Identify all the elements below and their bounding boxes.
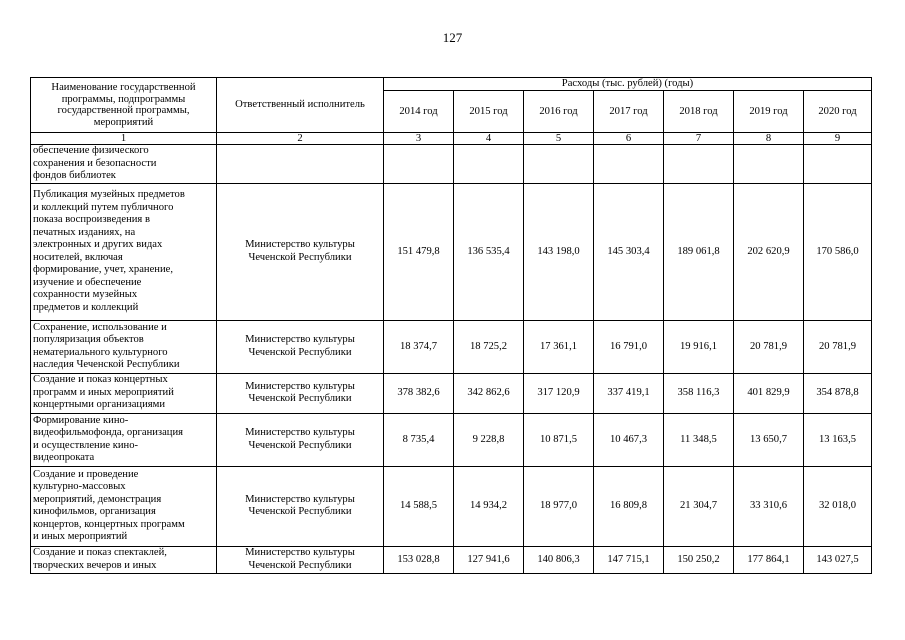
expense-value: 20 781,9: [804, 320, 872, 373]
responsible-executor: Министерство культуры Чеченской Республики: [217, 546, 384, 573]
table-row: [31, 466, 872, 546]
header-expenses: Расходы (тыс. рублей) (годы): [384, 78, 872, 91]
expense-value: 337 419,1: [594, 373, 664, 413]
column-number: 7: [664, 133, 734, 145]
expense-value: 378 382,6: [384, 373, 454, 413]
expense-value: 401 829,9: [734, 373, 804, 413]
activity-name: Создание и показ концертных программ и иных мероприятий концертными организациями: [31, 373, 217, 413]
expense-value: 10 467,3: [594, 413, 664, 466]
expense-value: 18 374,7: [384, 320, 454, 373]
header-year: 2020 год: [804, 91, 872, 133]
header-year: 2015 год: [454, 91, 524, 133]
responsible-executor: Министерство культуры Чеченской Республики: [217, 183, 384, 320]
expense-value: 19 916,1: [664, 320, 734, 373]
expense-value: [594, 145, 664, 184]
table-row: [31, 373, 872, 413]
expense-value: 354 878,8: [804, 373, 872, 413]
column-number: 3: [384, 133, 454, 145]
column-number-row: [31, 133, 872, 145]
expense-value: 150 250,2: [664, 546, 734, 573]
expense-value: 127 941,6: [454, 546, 524, 573]
expense-value: 140 806,3: [524, 546, 594, 573]
expense-value: 317 120,9: [524, 373, 594, 413]
expense-value: 136 535,4: [454, 183, 524, 320]
expense-value: 147 715,1: [594, 546, 664, 573]
expense-value: 33 310,6: [734, 466, 804, 546]
expense-value: [384, 145, 454, 184]
table-row: [31, 145, 872, 184]
header-year: 2014 год: [384, 91, 454, 133]
header-year: 2019 год: [734, 91, 804, 133]
column-number: 9: [804, 133, 872, 145]
expense-value: 16 791,0: [594, 320, 664, 373]
header-year: 2017 год: [594, 91, 664, 133]
expense-value: 10 871,5: [524, 413, 594, 466]
expense-value: 13 163,5: [804, 413, 872, 466]
expense-value: 16 809,8: [594, 466, 664, 546]
expense-value: 20 781,9: [734, 320, 804, 373]
activity-name: Формирование кино- видеофильмофонда, организация и осуществление кино- видеопроката: [31, 413, 217, 466]
expense-value: 143 027,5: [804, 546, 872, 573]
header-year: 2016 год: [524, 91, 594, 133]
expense-value: 8 735,4: [384, 413, 454, 466]
column-number: 5: [524, 133, 594, 145]
header-name-column: Наименование государственной программы, подпрограммы государственной программы, мероприятий: [31, 78, 217, 133]
budget-table: [30, 77, 872, 574]
activity-name: Публикация музейных предметов и коллекций путем публичного показа воспроизведения в печатных изданиях, на электронных и других видах носителей, включая формирование, учет, хранение, изучение и обеспечение сохранности музейных предметов и коллекций: [31, 183, 217, 320]
table-row: [31, 413, 872, 466]
expense-value: 170 586,0: [804, 183, 872, 320]
expense-value: 17 361,1: [524, 320, 594, 373]
table-row: [31, 320, 872, 373]
expense-value: 189 061,8: [664, 183, 734, 320]
column-number: 4: [454, 133, 524, 145]
expense-value: 358 116,3: [664, 373, 734, 413]
expense-value: 13 650,7: [734, 413, 804, 466]
page-number: 127: [442, 30, 463, 45]
expense-value: 202 620,9: [734, 183, 804, 320]
header-year: 2018 год: [664, 91, 734, 133]
expense-value: 11 348,5: [664, 413, 734, 466]
table-row: [31, 546, 872, 573]
activity-name: Сохранение, использование и популяризация объектов нематериального культурного наследия Чеченской Республики: [31, 320, 217, 373]
activity-name: обеспечение физического сохранения и безопасности фондов библиотек: [31, 145, 217, 184]
expense-value: [524, 145, 594, 184]
table-row: [31, 183, 872, 320]
expense-value: 9 228,8: [454, 413, 524, 466]
header-executor-column: Ответственный исполнитель: [217, 78, 384, 133]
responsible-executor: Министерство культуры Чеченской Республики: [217, 413, 384, 466]
expense-value: [804, 145, 872, 184]
column-number: 2: [217, 133, 384, 145]
responsible-executor: Министерство культуры Чеченской Республики: [217, 373, 384, 413]
column-number: 6: [594, 133, 664, 145]
expense-value: 14 588,5: [384, 466, 454, 546]
responsible-executor: [217, 145, 384, 184]
responsible-executor: Министерство культуры Чеченской Республики: [217, 466, 384, 546]
expense-value: 342 862,6: [454, 373, 524, 413]
expense-value: [454, 145, 524, 184]
column-number: 1: [31, 133, 217, 145]
expense-value: 153 028,8: [384, 546, 454, 573]
activity-name: Создание и показ спектаклей, творческих вечеров и иных: [31, 546, 217, 573]
expense-value: 177 864,1: [734, 546, 804, 573]
expense-value: [664, 145, 734, 184]
expense-value: [734, 145, 804, 184]
expense-value: 32 018,0: [804, 466, 872, 546]
expense-value: 14 934,2: [454, 466, 524, 546]
activity-name: Создание и проведение культурно-массовых мероприятий, демонстрация кинофильмов, организация концертов, концертных программ и иных мероприятий: [31, 466, 217, 546]
expense-value: 18 977,0: [524, 466, 594, 546]
expense-value: 145 303,4: [594, 183, 664, 320]
expense-value: 18 725,2: [454, 320, 524, 373]
expense-value: 151 479,8: [384, 183, 454, 320]
expense-value: 143 198,0: [524, 183, 594, 320]
column-number: 8: [734, 133, 804, 145]
responsible-executor: Министерство культуры Чеченской Республики: [217, 320, 384, 373]
expense-value: 21 304,7: [664, 466, 734, 546]
